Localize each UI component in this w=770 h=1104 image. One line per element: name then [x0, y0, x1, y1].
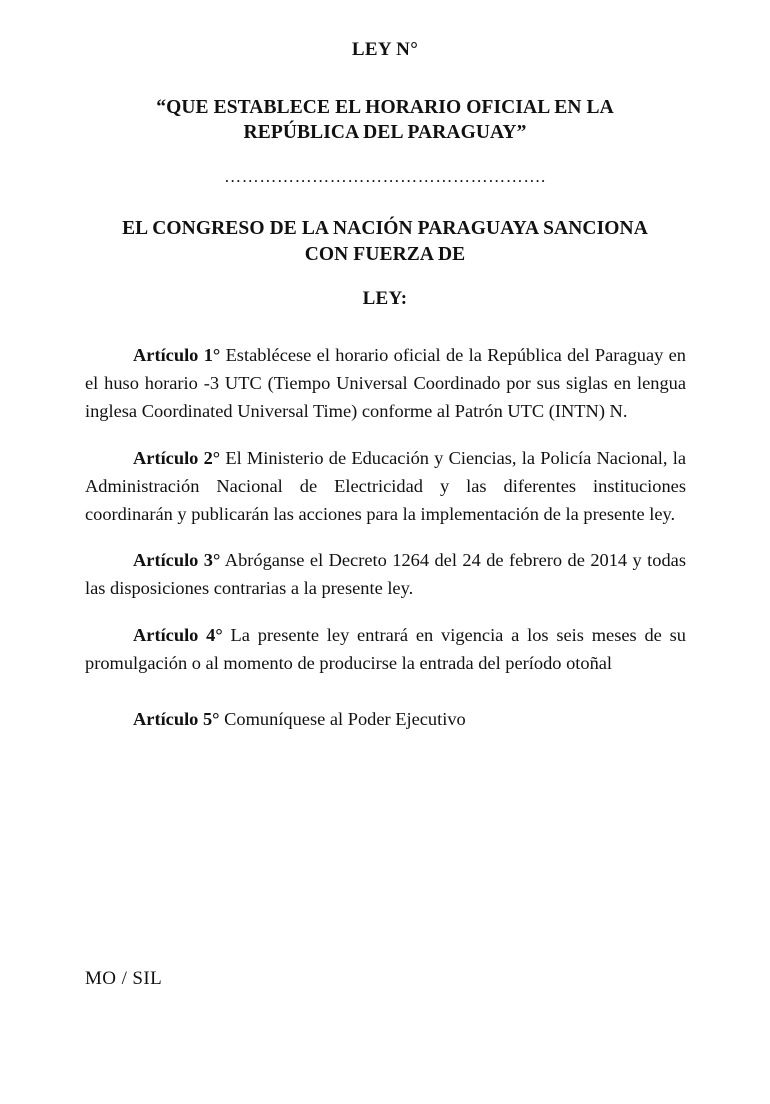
article-5-label: Artículo 5°	[133, 709, 220, 730]
article-4-text: La presente ley entrará en vigencia a los seis meses de su promulgación o al momento de producirse la entrada del período otoñal	[85, 624, 686, 673]
articles-body	[85, 341, 686, 733]
law-title	[85, 95, 685, 146]
article-3-text: Abróganse el Decreto 1264 del 24 de febrero de 2014 y todas las disposiciones contrarias a la presente ley.	[85, 550, 686, 599]
dotted-separator: ……………………………………………….	[224, 168, 546, 185]
law-title-line-1: “QUE ESTABLECE EL HORARIO OFICIAL EN LA	[156, 96, 614, 118]
enacting-clause-line-2: CON FUERZA DE	[304, 243, 466, 265]
article-1	[85, 341, 686, 426]
article-2	[85, 444, 686, 529]
document-header	[85, 38, 685, 146]
article-2-text: El Ministerio de Educación y Ciencias, la Policía Nacional, la Administración Nacional de Electricidad y las diferentes instituciones coordinarán y publicarán las acciones para la implementación de la presente ley.	[85, 447, 686, 525]
law-title-line-2: REPÚBLICA DEL PARAGUAY”	[243, 122, 527, 144]
article-1-text: Establécese el horario oficial de la República del Paraguay en el huso horario -3 UTC (Tiempo Universal Coordinado por sus siglas en lengua inglesa Coordinated Universal Time) conforme al Patrón UTC (INTN) N.	[85, 345, 686, 422]
enacting-clause-line-1: EL CONGRESO DE LA NACIÓN PARAGUAYA SANCIONA	[122, 218, 648, 239]
article-2-label: Artículo 2°	[133, 447, 221, 468]
ley-label: LEY:	[362, 288, 408, 309]
article-1-label: Artículo 1°	[133, 345, 221, 365]
article-3-label: Artículo 3°	[133, 550, 221, 571]
law-number-heading: LEY N°	[351, 39, 419, 60]
document-footer-initials: MO / SIL	[85, 968, 163, 989]
article-5-text: Comuníquese al Poder Ejecutivo	[219, 709, 466, 730]
article-5	[85, 705, 686, 733]
article-3	[85, 546, 686, 602]
article-4	[85, 621, 686, 677]
enacting-clause	[85, 216, 685, 268]
article-4-label: Artículo 4°	[133, 624, 223, 645]
